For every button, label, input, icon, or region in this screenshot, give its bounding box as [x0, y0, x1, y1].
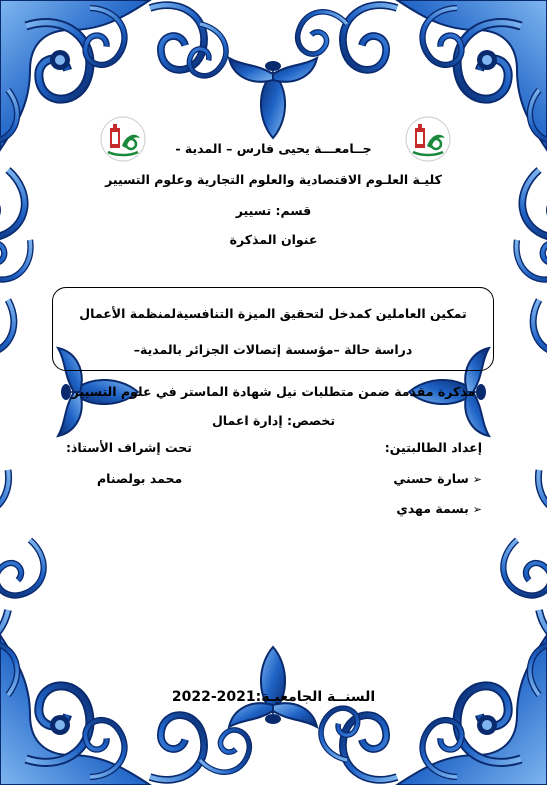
faculty-name: كليـة العلـوم الاقتصادية والعلوم التجارية وعلوم التسيير: [105, 172, 442, 187]
thesis-title-label: عنوان المذكرة: [229, 232, 318, 247]
checkmark-icon: ➢: [472, 503, 482, 516]
student-name: سارة حسني: [393, 471, 469, 486]
student-item: [396, 501, 482, 518]
department-name: قسم: تسيير: [235, 203, 312, 218]
thesis-title-line1: تمكين العاملين كمدخل لتحقيق الميزة التنافسيةلمنظمة الأعمال: [79, 306, 467, 321]
university-name: جــامعـــة يحيى فارس – المدية -: [175, 141, 372, 156]
student-name: بسمة مهدي: [396, 501, 469, 516]
student-item: [393, 471, 482, 488]
academic-year: السنــة الجامعيـة:2021-2022: [171, 689, 376, 705]
thesis-title-line2: دراسة حالة –مؤسسة إتصالات الجزائر بالمدية–: [133, 342, 413, 357]
specialty: تخصص: إدارة اعمال: [211, 413, 336, 428]
thesis-purpose: مذكرة مقدمة ضمن متطلبات نيل شهادة الماستر في علوم التسيير: [71, 384, 476, 399]
checkmark-icon: ➢: [472, 473, 482, 486]
students-label: إعداد الطالبتين:: [384, 440, 482, 455]
supervisor-label: تحت إشراف الأستاذ:: [66, 440, 192, 455]
thesis-title-box: [52, 287, 494, 371]
supervisor-name: محمد بولصنام: [97, 471, 183, 486]
